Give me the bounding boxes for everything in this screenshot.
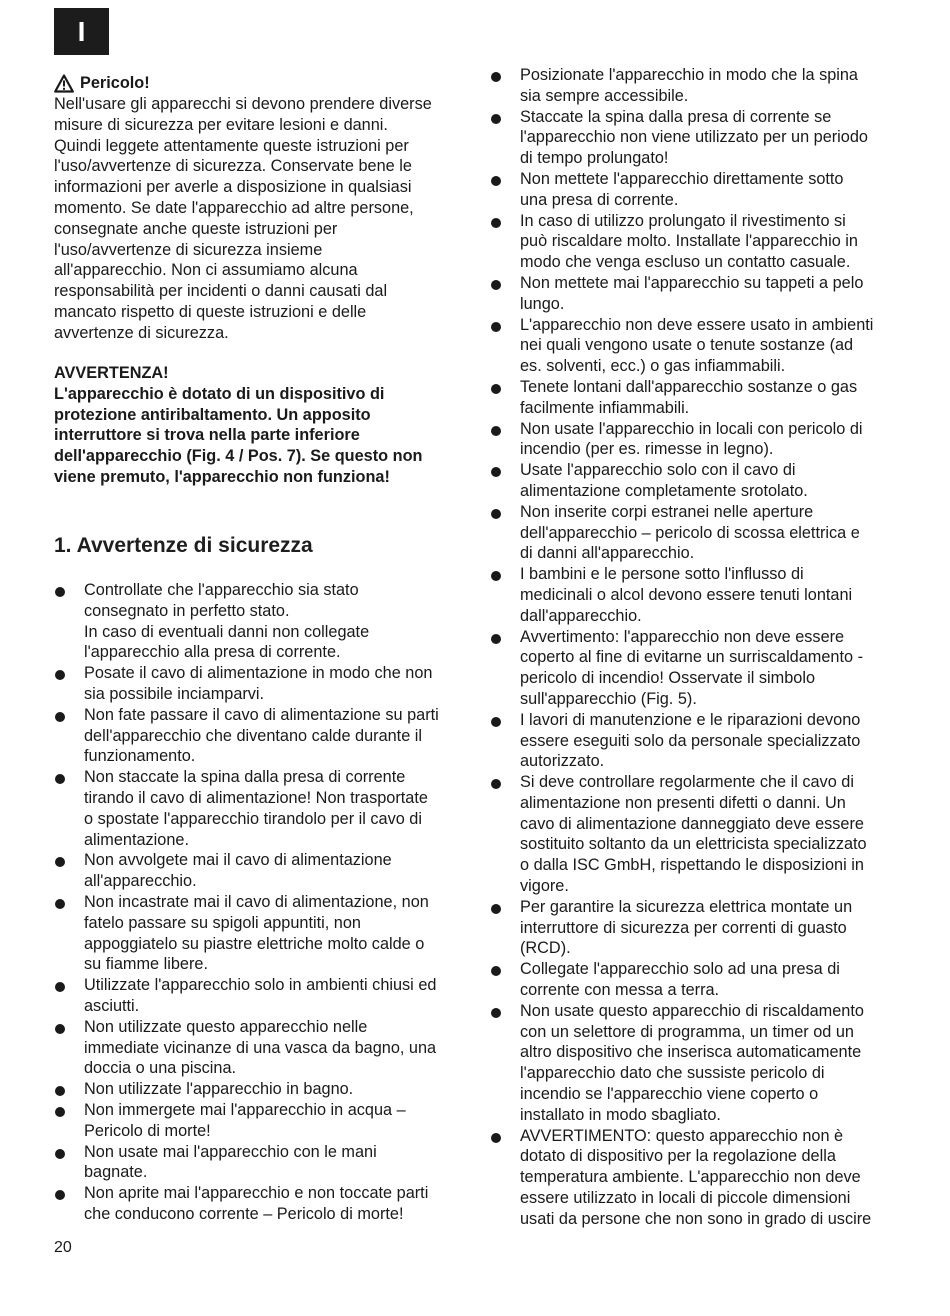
list-item <box>490 169 900 211</box>
list-item-text: Controllate che l'apparecchio sia stato consegnato in perfetto stato. In caso di eventuali danni non collegate l'apparecchio alla presa di corrente. <box>84 581 370 662</box>
bullet-icon <box>55 899 65 909</box>
list-item-text: Non usate l'apparecchio in locali con pericolo di incendio (per es. rimesse in legno). <box>520 419 863 459</box>
list-item-text: Non utilizzate questo apparecchio nelle immediate vicinanze di una vasca da bagno, una doccia o una piscina. <box>84 1017 437 1078</box>
bullet-icon <box>55 774 65 784</box>
bullet-icon <box>55 587 65 597</box>
list-item-text: Non inserite corpi estranei nelle aperture dell'apparecchio – pericolo di scossa elettrica e di danni all'apparecchio. <box>520 502 860 563</box>
danger-heading <box>54 73 150 94</box>
list-item-text: Non utilizzate l'apparecchio in bagno. <box>84 1080 354 1099</box>
list-item-text: I bambini e le persone sotto l'influsso di medicinali o alcol devono essere tenuti lontani dall'apparecchio. <box>520 565 853 625</box>
bullet-icon <box>55 1107 65 1117</box>
list-item <box>490 959 900 1001</box>
safety-list-right <box>490 65 900 1230</box>
list-item-text: Non usate mai l'apparecchio con le mani bagnate. <box>84 1142 377 1182</box>
bullet-icon <box>491 509 501 519</box>
language-tab: I <box>54 8 109 55</box>
list-item <box>490 107 900 169</box>
bullet-icon <box>491 904 501 914</box>
list-item-text: Tenete lontani dall'apparecchio sostanze o gas facilmente infiammabili. <box>520 377 858 417</box>
bullet-icon <box>491 176 501 186</box>
warning-text: L'apparecchio è dotato di un dispositivo di protezione antiribaltamento. Un apposito interruttore si trova nella parte inferiore dell'apparecchio (Fig. 4 / Pos. 7). Se questo non viene premuto, l'apparecchio non funziona! <box>54 384 423 486</box>
list-item-text: AVVERTIMENTO: questo apparecchio non è dotato di dispositivo per la regolazione della temperatura ambiente. L'apparecchio non deve essere utilizzato in locali di piccole dimensioni usati da persone che non sono in grado di uscire <box>520 1126 872 1228</box>
bullet-icon <box>491 426 501 436</box>
list-item <box>490 377 900 419</box>
bullet-icon <box>491 467 501 477</box>
list-item <box>490 710 900 772</box>
warning-triangle-icon <box>54 74 74 93</box>
list-item <box>54 1142 464 1184</box>
list-item-text: Non fate passare il cavo di alimentazione su parti dell'apparecchio che diventano calde durante il funzionamento. <box>84 705 439 766</box>
list-item-text: Non immergete mai l'apparecchio in acqua – Pericolo di morte! <box>84 1100 406 1140</box>
list-item <box>490 460 900 502</box>
section-heading: 1. Avvertenze di sicurezza <box>54 534 313 557</box>
list-item <box>490 273 900 315</box>
list-item <box>54 975 464 1017</box>
bullet-icon <box>491 72 501 82</box>
list-item-text: Utilizzate l'apparecchio solo in ambienti chiusi ed asciutti. <box>84 976 437 1015</box>
list-item <box>490 315 900 377</box>
bullet-icon <box>491 717 501 727</box>
list-item <box>490 419 900 461</box>
bullet-icon <box>491 114 501 124</box>
bullet-icon <box>491 280 501 290</box>
bullet-icon <box>55 1024 65 1034</box>
safety-list-left <box>54 580 464 1225</box>
list-item <box>54 705 464 767</box>
bullet-icon <box>55 670 65 680</box>
list-item-text: Non mettete l'apparecchio direttamente sotto una presa di corrente. <box>520 169 844 209</box>
bullet-icon <box>491 384 501 394</box>
list-item <box>54 663 464 705</box>
bullet-icon <box>491 634 501 644</box>
list-item <box>490 211 900 273</box>
list-item <box>490 627 900 710</box>
page-number: 20 <box>54 1239 72 1256</box>
bullet-icon <box>491 1133 501 1143</box>
bullet-icon <box>491 571 501 581</box>
list-item-text: Posate il cavo di alimentazione in modo che non sia possibile inciamparvi. <box>84 664 433 703</box>
list-item-text: I lavori di manutenzione e le riparazioni devono essere eseguiti solo da personale specializzato autorizzato. <box>520 710 861 771</box>
warning-title: AVVERTENZA! <box>54 364 169 382</box>
danger-title: Pericolo! <box>80 74 150 92</box>
list-item <box>490 1001 900 1126</box>
list-item-text: Staccate la spina dalla presa di corrente se l'apparecchio non viene utilizzato per un periodo di tempo prolungato! <box>520 107 868 168</box>
bullet-icon <box>55 1149 65 1159</box>
list-item <box>490 897 900 959</box>
list-item-text: In caso di utilizzo prolungato il rivestimento si può riscaldare molto. Installate l'apparecchio in modo che venga escluso un contatto casuale. <box>520 211 858 272</box>
list-item-text: Posizionate l'apparecchio in modo che la spina sia sempre accessibile. <box>520 66 858 105</box>
list-item <box>54 1079 464 1100</box>
list-item-text: Collegate l'apparecchio solo ad una presa di corrente con messa a terra. <box>520 960 840 1000</box>
bullet-icon <box>491 322 501 332</box>
bullet-icon <box>491 966 501 976</box>
list-item <box>54 850 464 892</box>
list-item-text: Non aprite mai l'apparecchio e non toccate parti che conducono corrente – Pericolo di morte! <box>84 1184 429 1223</box>
danger-text: Nell'usare gli apparecchi si devono prendere diverse misure di sicurezza per evitare lesioni e danni. Quindi leggete attentamente queste istruzioni per l'uso/avvertenze di sicurezza. Conservate bene le informazioni per averle a disposizione in qualsiasi momento. Se date l'apparecchio ad altre persone, consegnate anche queste istruzioni per l'uso/avvertenze di sicurezza insieme all'apparecchio. Non ci assumiamo alcuna responsabilità per incidenti o danni causati dal mancato rispetto di queste istruzioni e delle avvertenze di sicurezza. <box>54 95 432 342</box>
list-item-text: Non usate questo apparecchio di riscaldamento con un selettore di programma, un timer od un altro dispositivo che inserisca automaticamente l'apparecchio dato che sussiste pericolo di incendio se l'apparecchio viene coperto o installato in modo sbagliato. <box>520 1001 864 1124</box>
bullet-icon <box>55 982 65 992</box>
bullet-icon <box>491 779 501 789</box>
list-item <box>490 65 900 107</box>
bullet-icon <box>55 857 65 867</box>
bullet-icon <box>55 1086 65 1096</box>
list-item <box>54 892 464 975</box>
list-item <box>54 1100 464 1142</box>
list-item <box>54 767 464 850</box>
list-item-text: Non incastrate mai il cavo di alimentazione, non fatelo passare su spigoli appuntiti, non appoggiatelo su piastre elettriche molto calde o su fiamme libere. <box>84 892 429 974</box>
bullet-icon <box>491 218 501 228</box>
list-item-text: Non avvolgete mai il cavo di alimentazione all'apparecchio. <box>84 851 392 891</box>
list-item-text: Non mettete mai l'apparecchio su tappeti a pelo lungo. <box>520 273 864 313</box>
list-item <box>490 772 900 897</box>
bullet-icon <box>55 712 65 722</box>
list-item-text: Usate l'apparecchio solo con il cavo di alimentazione completamente srotolato. <box>520 461 808 500</box>
list-item <box>54 1183 464 1225</box>
warning-block <box>54 363 464 488</box>
bullet-icon <box>491 1008 501 1018</box>
list-item <box>490 502 900 564</box>
list-item <box>54 1017 464 1079</box>
list-item-text: Si deve controllare regolarmente che il cavo di alimentazione non presenti difetti o danni. Un cavo di alimentazione danneggiato deve essere sostituito soltanto da un elettricista specializzato o dalla ISC GmbH, rispettando le disposizioni in vigore. <box>520 773 867 896</box>
list-item-text: Non staccate la spina dalla presa di corrente tirando il cavo di alimentazione! Non trasportate o spostate l'apparecchio tirandolo per il cavo di alimentazione. <box>84 768 428 849</box>
list-item <box>490 1126 900 1230</box>
list-item-text: Avvertimento: l'apparecchio non deve essere coperto al fine di evitarne un surriscaldamento - pericolo di incendio! Osservate il simbolo sull'apparecchio (Fig. 5). <box>520 627 863 708</box>
list-item-text: L'apparecchio non deve essere usato in ambienti nei quali vengono usate o tenute sostanze (ad es. solventi, ecc.) o gas infiammabili. <box>520 315 874 376</box>
list-item-text: Per garantire la sicurezza elettrica montate un interruttore di sicurezza per correnti di guasto (RCD). <box>520 897 853 958</box>
list-item <box>54 580 464 663</box>
bullet-icon <box>55 1190 65 1200</box>
list-item <box>490 564 900 626</box>
